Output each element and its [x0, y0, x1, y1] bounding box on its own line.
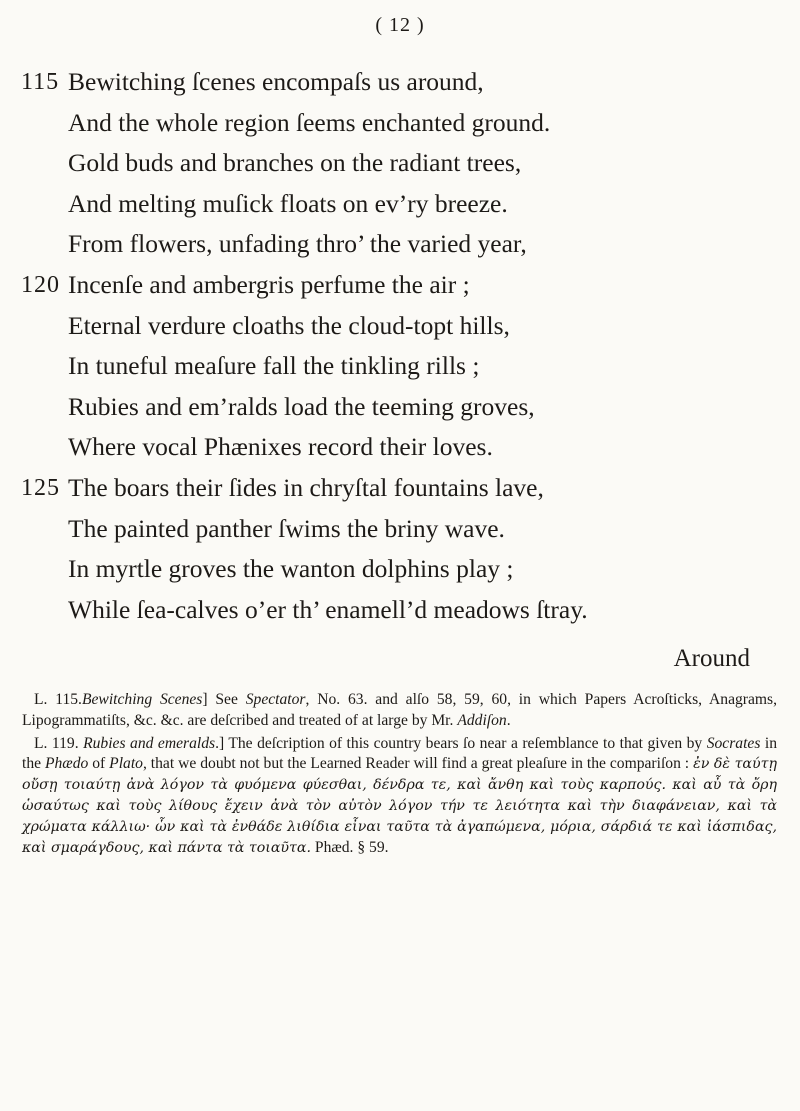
note-citation: Spectator: [245, 691, 306, 708]
poem-line: [0, 265, 800, 306]
line-text: The painted panther ſwims the briny wave.: [68, 513, 505, 543]
greek-source: Phæd. § 59.: [314, 838, 389, 856]
note-lemma: Bewitching Scenes: [81, 691, 203, 708]
line-text: Rubies and em’ralds load the teeming groves,: [68, 391, 535, 421]
note-ref: L. 115.: [34, 691, 82, 708]
poem-line: [0, 509, 800, 550]
poem-line: [0, 143, 800, 184]
note-text: .] The deſcription of this country bears ſo near a reſemblance to that given by: [215, 734, 707, 752]
line-text: Bewitching ſcenes encompaſs us around,: [68, 67, 484, 96]
line-text: Gold buds and branches on the radiant trees,: [68, 148, 522, 178]
note-text: ] See: [202, 691, 246, 708]
line-number: 120: [21, 271, 60, 298]
line-number: 125: [21, 474, 60, 501]
note-line-119: [22, 734, 777, 859]
line-text: And melting muſick floats on ev’ry breeze.: [68, 188, 508, 218]
footnotes: [22, 690, 777, 860]
poem-block: [0, 62, 800, 630]
note-text: .: [506, 711, 511, 729]
greek-quotation: ἐν δὲ ταύτῃ οὔσῃ τοιαύτῃ ἀνὰ λόγον τὰ φυόμενα φύεσθαι, δένδρα τε, καὶ ἄνθη καὶ τοὺς καρπούς. καὶ αὖ τὰ ὄρη ὡσαύτως καὶ τοὺς λίθους ἔχειν ἀνὰ τὸν αὐτὸν λόγον τήν τε λειότητα καὶ τὴν διαφάνειαν, καὶ τὰ χρώματα κάλλιω· ὧν καὶ τὰ ἐνθάδε λιθίδια εἶναι ταῦτα τὰ ἀγαπώμενα, μόρια, σάρδιά τε καὶ ἰάσπιδας, καὶ σμαράγδους, καὶ πάντα τὰ τοιαῦτα.: [22, 756, 777, 856]
line-text: And the whole region ſeems enchanted ground.: [68, 107, 551, 137]
note-text: of: [88, 755, 110, 773]
note-name: Plato: [109, 755, 143, 773]
note-text: , that we doubt not but the Learned Reader will find a great pleaſure in the compariſon :: [142, 755, 690, 773]
line-text: In myrtle groves the wanton dolphins play ;: [68, 554, 514, 584]
line-text: The boars their ſides in chryſtal fountains lave,: [68, 472, 544, 502]
poem-line: [0, 346, 800, 387]
poem-line: [0, 468, 800, 509]
line-text: From flowers, unfading thro’ the varied year,: [68, 229, 527, 259]
note-work: Phædo: [44, 755, 89, 773]
line-number: 115: [21, 69, 60, 95]
poem-line: [0, 103, 800, 144]
poem-line: [0, 306, 800, 347]
note-ref: L. 119.: [34, 734, 79, 752]
line-text: Eternal verdure cloaths the cloud-topt hills,: [68, 310, 510, 340]
note-line-115: [22, 690, 777, 732]
catchword: Around: [673, 645, 750, 672]
poem-line: [0, 590, 800, 631]
note-author: Addiſon: [457, 711, 507, 729]
note-lemma: Rubies and emeralds: [83, 734, 216, 752]
poem-line: [0, 549, 800, 590]
poem-line: [0, 184, 800, 225]
line-text: While ſea-calves o’er th’ enamell’d meadows ſtray.: [68, 594, 588, 624]
line-text: Where vocal Phænixes record their loves.: [68, 432, 493, 462]
note-text: in the: [22, 734, 777, 773]
poem-line: [0, 62, 800, 103]
poem-line: [0, 387, 800, 428]
page-number: ( 12 ): [375, 14, 425, 36]
poem-line: [0, 224, 800, 265]
poem-line: [0, 427, 800, 468]
note-text: , No. 63. and alſo 58, 59, 60, in which Papers Acroſticks, Anagrams, Lipogrammatiſts, &c. &c. are deſcribed and treated of at large by Mr.: [22, 691, 777, 729]
line-text: In tuneful meaſure fall the tinkling rills ;: [68, 351, 480, 381]
line-text: Incenſe and ambergris perfume the air ;: [68, 269, 470, 299]
note-name: Socrates: [706, 734, 761, 752]
